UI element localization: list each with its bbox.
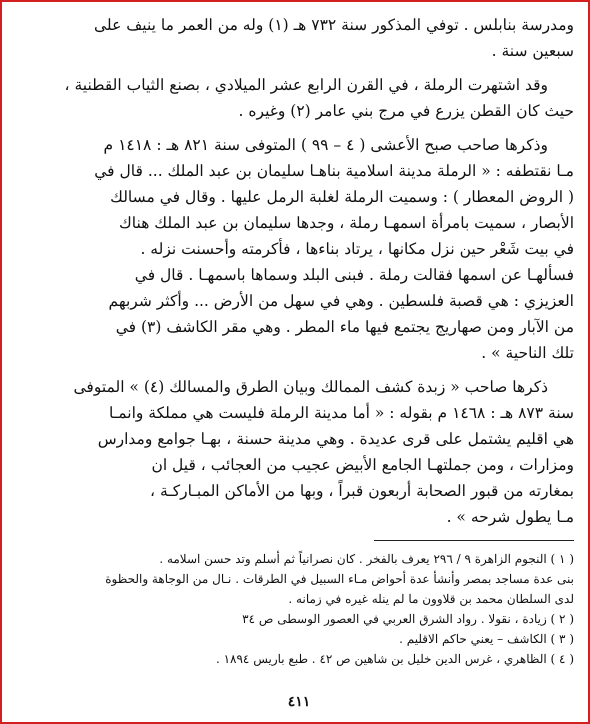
footnote-line: ( ٣ ) الكاشف – يعني حاكم الاقليم . bbox=[399, 632, 574, 646]
text-line: وقد اشتهرت الرملة ، في القرن الرابع عشر الميلادي ، بصنع الثياب القطنية ، bbox=[64, 76, 548, 94]
footnote-line: ( ١ ) النجوم الزاهرة ٩ / ٢٩٦ يعرف بالفخر . كان نصرانياً ثم أسلم وتد حسن اسلامه . bbox=[159, 552, 574, 566]
text-line: تلك الناحية » . bbox=[481, 344, 574, 362]
page-number: ٤١١ bbox=[287, 694, 311, 710]
text-line: حيث كان القطن يزرع في مرج بني عامر (٢) وغيره . bbox=[238, 102, 574, 120]
text-line: من الآبار ومن صهاريج يجتمع فيها ماء المطر . وهي مقر الكاشف (٣) في bbox=[115, 318, 574, 336]
text-line: سبعين سنة . bbox=[491, 42, 574, 60]
paragraph-1 bbox=[24, 12, 574, 64]
text-line: في بيت شَعْر حين نزل مكانها ، يرتاد بناءها ، فأكرمته وأحسنت نزله . bbox=[140, 240, 574, 258]
footnote-line: ( ٢ ) زيادة ، نقولا . رواد الشرق العربي في العصور الوسطى ص ٣٤ bbox=[242, 612, 574, 626]
text-line: مـا نقتطفه : « الرملة مدينة اسلامية بناهـا سليمان بن عبد الملك ... قال في bbox=[94, 162, 574, 180]
paragraph-3 bbox=[24, 132, 574, 366]
text-line: مـا يطول شرحه » . bbox=[446, 508, 574, 526]
text-line: هي اقليم يشتمل على قرى عديدة . وهي مدينة حسنة ، بهـا جوامع ومدارس bbox=[97, 430, 574, 448]
text-line: ومدرسة بنابلس . توفي المذكور سنة ٧٣٢ هـ (١) وله من العمر ما ينيف على bbox=[94, 16, 574, 34]
footnote-separator bbox=[374, 540, 574, 541]
footnote-line: ( ٤ ) الظاهري ، غرس الدين خليل بن شاهين ص ٤٢ . طبع باريس ١٨٩٤ . bbox=[215, 652, 574, 666]
document-page bbox=[24, 12, 574, 718]
text-line: العزيزي : هي قصبة فلسطين . وهي في سهل من الأرض ... وأكثر شربهم bbox=[108, 292, 574, 310]
text-line: سنة ٨٧٣ هـ : ١٤٦٨ م بقوله : « أما مدينة الرملة فليست هي مملكة وانمـا bbox=[109, 404, 574, 422]
paragraph-2 bbox=[24, 72, 574, 124]
text-line: وذكرها صاحب صبح الأعشى ( ٤ – ٩٩ ) المتوفى سنة ٨٢١ هـ : ١٤١٨ م bbox=[103, 136, 548, 154]
text-line: فسألهـا عن اسمها فقالت رملة . فبنى البلد وسماها باسمهـا . قال في bbox=[134, 266, 574, 284]
text-line: ومزارات ، ومن جملتهـا الجامع الأبيض عجيب من العجائب ، قيل ان bbox=[151, 456, 574, 474]
footnote-line: بنى عدة مساجد بمصر وأنشأ عدة أحواض مـاء السبيل في الطرقات . نـال من الوجاهة والحظوة bbox=[105, 572, 574, 586]
text-line: الأبصار ، سميت بامرأة اسمهـا رملة ، وجدها سليمان بن عبد الملك هناك bbox=[119, 214, 574, 232]
text-line: ذكرها صاحب « زبدة كشف الممالك وبيان الطرق والمسالك (٤) » المتوفى bbox=[73, 378, 548, 396]
footnote-line: لدى السلطان محمد بن قلاوون ما لم ينله غيره في زمانه . bbox=[288, 592, 574, 606]
text-line: بمغارته من قبور الصحابة أربعون قبراً ، وبها من الأماكن المبـاركـة ، bbox=[150, 482, 574, 500]
paragraph-4 bbox=[24, 374, 574, 530]
footnotes bbox=[24, 549, 574, 669]
text-line: ( الروض المعطار ) : وسميت الرملة لغلبة الرمل عليها . وقال في مسالك bbox=[110, 188, 574, 206]
